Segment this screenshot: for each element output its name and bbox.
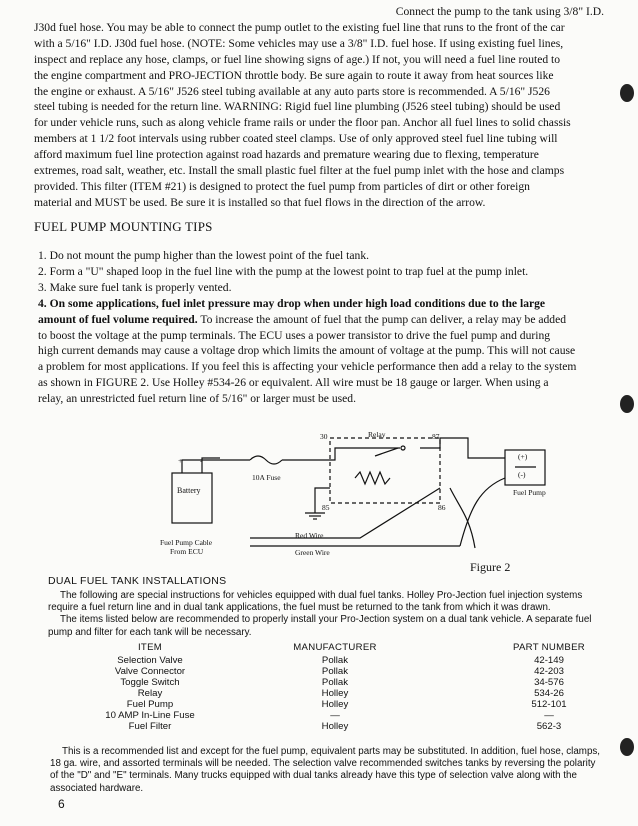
fuse-symbol [250,456,282,464]
intro-line: extremes, road salt, weather, etc. Install the small plastic fuel filter at the fuel pump inlet with the hose and clamps [34,164,565,178]
tip-bold: 4. On some applications, fuel inlet pressure may drop when under high load conditions due to the large [38,296,546,310]
footer-line: 18 ga. wire, and assorted terminals will be needed. The selection valve recommended switches tanks by reversing the polarity [50,758,596,770]
intro-line: members at 1 1/2 foot intervals using rubber coated steel clamps. Use of only approved steel fuel line tubing will [34,132,558,146]
item-cell: Fuel Filter [128,721,172,732]
part-number-header: PART NUMBER [512,642,586,653]
binder-hole [620,738,634,756]
item-cell: Toggle Switch [120,677,180,688]
wiring-diagram [120,428,560,578]
figure-caption: Figure 2 [470,560,511,574]
red-wire-label: Red Wire [295,531,324,540]
dual-line: The following are special instructions for vehicles equipped with dual fuel tanks. Holley Pro-Jection fuel injection systems [60,590,583,601]
relay-label: Relay [368,430,386,439]
tip-line: a problem for most applications. If you feel this is affecting your vehicle performance then add a relay to the system [38,360,577,374]
intro-line: material and MUST be used. Be sure it is installed so that fuel flows in the direction of the arrow. [34,195,486,209]
dual-line: pump and filter for each tank will be necessary. [48,626,252,638]
part-number-cell: 512-101 [531,699,567,710]
manufacturer-cell: — [330,710,340,721]
item-cell: 10 AMP In-Line Fuse [105,710,195,721]
tips-list [38,248,623,407]
intro-line: the engine or exhaust. A 5/16" J526 steel tubing available at any auto parts store is recommended. A 5/16" J526 [34,84,550,98]
tip-bold: amount of fuel volume required. [38,312,198,326]
intro-line: with a 5/16" I.D. J30d fuel hose. (NOTE: Some vehicles may use a 3/8" I.D. fuel hose. If using existing fuel lines, [34,36,564,50]
item-cell: Valve Connector [114,666,186,677]
item-column [70,642,230,732]
manufacturer-cell: Holley [321,699,349,710]
intro-line: the engine compartment and PRO-JECTION throttle body. Be sure again to route it away from heat sources like [34,68,554,82]
from-ecu-label: From ECU [170,547,204,556]
dual-line: require a fuel return line and in dual tank applications, the fuel must be returned to the tank from which it was drawn. [48,602,551,614]
item-cell: Fuel Pump [126,699,174,710]
manufacturer-column [275,642,395,732]
tip-item: 3. Make sure fuel tank is properly vented. [38,280,232,294]
tips-heading: FUEL PUMP MOUNTING TIPS [34,219,213,234]
part-number-cell: 534-26 [534,688,564,699]
battery-plus-label: + [178,456,183,465]
item-cell: Selection Valve [117,655,183,666]
footer-line: This is a recommended list and except for the fuel pump, equivalent parts may be substituted. In addition, fuel hose, clamps, [62,746,601,757]
footer-line: of the "D" and "E" terminals. Many trucks equipped with dual tanks already have this type of selection valve along with the [50,770,577,782]
fuel-pump-label: Fuel Pump [513,488,546,497]
part-number-cell: — [544,710,554,721]
battery-box [172,473,212,523]
part-number-cell: 562-3 [536,721,562,732]
fuse-label: 10A Fuse [252,473,281,482]
manufacturer-cell: Pollak [321,666,349,677]
part-number-cell: 42-149 [534,655,564,666]
part-number-cell: 42-203 [534,666,564,677]
intro-line: steel tubing is needed for the return line. WARNING: Rigid fuel line plumbing (J526 steel tubing) should be used [34,100,561,114]
intro-line: afford maximum fuel line protection against road hazards and premature wearing due to flexing, temperature [34,148,539,162]
tip-line: relay, an unrestricted fuel return line of 5/16" or larger must be used. [38,392,356,406]
manufacturer-header: MANUFACTURER [293,642,377,653]
intro-line: J30d fuel hose. You may be able to connect the pump outlet to the existing fuel line that runs to the front of the car [34,20,565,34]
pump-plus-label: (+) [518,452,528,461]
part-number-column [474,642,624,732]
terminal-87-label: 87 [432,432,440,441]
item-cell: Relay [137,688,163,699]
terminal-30-label: 30 [320,432,328,441]
battery-label: Battery [177,486,201,495]
intro-line: for under vehicle runs, such as along vehicle frame rails or under the floor pan. Anchor all fuel lines to solid chassis [34,116,571,130]
tip-item: 2. Form a "U" shaped loop in the fuel line with the pump at the lowest point to trap fuel at the pump inlet. [38,264,529,278]
pump-minus-label: (-) [518,470,526,479]
tip-text: To increase the amount of fuel that the pump can deliver, a relay may be added [197,312,567,326]
tip-line: to boost the voltage at the pump terminals. The ECU uses a power transistor to drive the fuel pump and during [38,328,551,342]
tip-line: high current demands may cause a voltage drop which limits the amount of voltage at the pump. This will not cause [38,344,576,358]
footer-line: associated hardware. [50,782,144,794]
green-wire-label: Green Wire [295,548,330,557]
manufacturer-cell: Holley [321,721,349,732]
footer-paragraph [50,746,618,795]
intro-line: inspect and replace any hose, clamps, or fuel line showing signs of age.) If not, you will need a fuel line routed to [34,52,561,66]
dual-tank-heading: DUAL FUEL TANK INSTALLATIONS [48,575,227,587]
intro-line: Connect the pump to the tank using 3/8" I.D. [395,5,604,18]
battery-minus-label: - [200,456,203,465]
manufacturer-cell: Holley [321,688,349,699]
page-number: 6 [58,797,65,811]
item-header: ITEM [137,642,163,653]
terminal-85-label: 85 [322,503,330,512]
dual-line: The items listed below are recommended to properly install your Pro-Jection system on a dual tank vehicle. A separate fuel [60,614,592,626]
tip-line: as shown in FIGURE 2. Use Holley #534-26 or equivalent. All wire must be 18 gauge or larger. When using a [38,376,549,390]
intro-paragraph [34,4,624,211]
terminal-86-label: 86 [438,503,446,512]
manufacturer-cell: Pollak [321,655,349,666]
part-number-cell: 34-576 [534,677,564,688]
intro-line: provided. This filter (ITEM #21) is designed to protect the fuel pump from particles of dirt or other foreign [34,179,530,193]
tip-item: 1. Do not mount the pump higher than the lowest point of the fuel tank. [38,249,370,262]
ecu-cable-label: Fuel Pump Cable [160,538,213,547]
manufacturer-cell: Pollak [321,677,349,688]
dual-tank-paragraph [48,590,616,639]
